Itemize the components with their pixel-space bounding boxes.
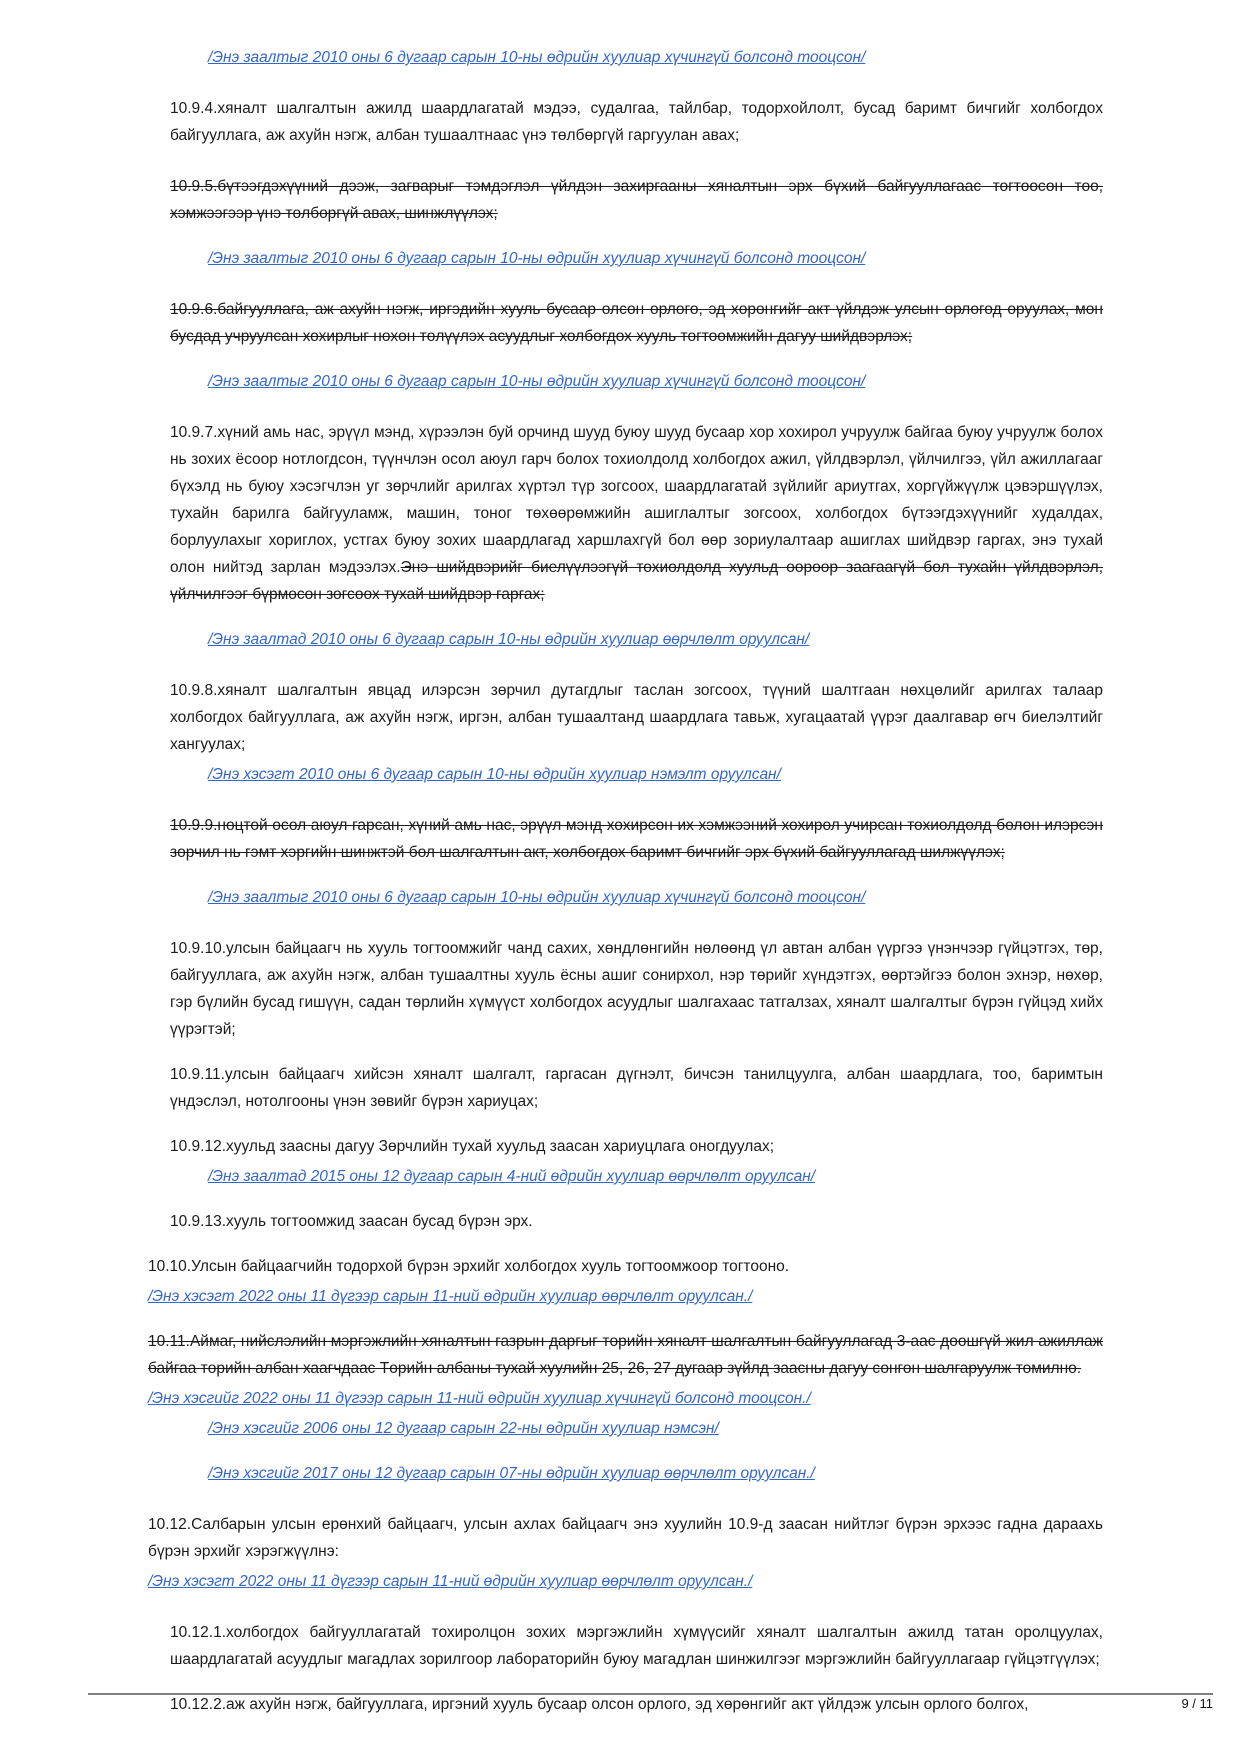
amendment-note: /Энэ хэсгийг 2022 оны 11 дүгээр сарын 11-ний өдрийн хуулиар хүчингүй болсонд тооцсон./ xyxy=(148,1390,811,1407)
clause-10-9-12: 10.9.12.хуульд заасны дагуу Зөрчлийн тухай хуульд заасан хариуцлага оногдуулах; xyxy=(170,1138,775,1155)
amendment-note: /Энэ заалтад 2015 оны 12 дугаар сарын 4-ний өдрийн хуулиар өөрчлөлт оруулсан/ xyxy=(208,1168,816,1185)
amendment-note: /Энэ хэсгийг 2006 оны 12 дугаар сарын 22-ны өдрийн хуулиар нэмсэн/ xyxy=(208,1420,719,1437)
amendment-note: /Энэ хэсэгт 2022 оны 11 дүгээр сарын 11-ний өдрийн хуулиар өөрчлөлт оруулсан./ xyxy=(148,1288,753,1305)
clause-10-12-1: 10.12.1.холбогдох байгууллагатай тохиролцон зохих мэргэжлийн хүмүүсийг хяналт шалгалтын ажилд татан оролцуулах, шаардлагатай асуудлыг магадлах зорилгоор лабораторийн буюу магадлан шинжилгээг мэргэжлийн байгууллагаар гүйцэтгүүлэх; xyxy=(170,1624,1103,1668)
clause-10-9-9-struck: 10.9.9.ноцтой осол аюул гарсан, хүний амь нас, эрүүл мэнд хохирсон их хэмжээний хохирол учирсан тохиолдолд болон илэрсэн зөрчил нь гэмт хэргийн шинжтэй бол шалгалтын акт, холбогдох баримт бичгийг эрх бүхий байгууллагад шилжүүлэх; xyxy=(170,817,1103,861)
clause-10-9-7-struck-tail: Энэ шийдвэрийг биелүүлээгүй тохиолдолд хуульд өөрөөр заагаагүй бол тухайн үйлдвэрлэл, үйлчилгээг бүрмөсөн зогсоох тухай шийдвэр гаргах; xyxy=(170,559,1103,603)
amendment-note: /Энэ заалтыг 2010 оны 6 дугаар сарын 10-ны өдрийн хуулиар хүчингүй болсонд тооцсон/ xyxy=(208,373,866,390)
clause-10-9-4: 10.9.4.хяналт шалгалтын ажилд шаардлагатай мэдээ, судалгаа, тайлбар, тодорхойлолт, бусад баримт бичгийг холбогдох байгууллага, аж ахуйн нэгж, албан тушаалтнаас үнэ төлбөргүй гаргуулан авах; xyxy=(170,100,1103,144)
clause-10-9-8: 10.9.8.хяналт шалгалтын явцад илэрсэн зөрчил дутагдлыг таслан зогсоох, түүний шалтгаан нөхцөлийг арилгах талаар холбогдох байгууллага, аж ахуйн нэгж, иргэн, албан тушаалтанд шаардлага тавьж, хугацаатай үүрэг даалгавар өгч биелэлтийг хангуулах; xyxy=(170,682,1103,753)
amendment-note: /Энэ хэсгийг 2017 оны 12 дугаар сарын 07-ны өдрийн хуулиар өөрчлөлт оруулсан./ xyxy=(208,1465,815,1482)
clause-10-9-11: 10.9.11.улсын байцаагч хийсэн хяналт шалгалт, гаргасан дүгнэлт, бичсэн танилцуулга, албан шаардлага, тоо, баримтын үндэслэл, нотолгооны үнэн зөвийг бүрэн хариуцах; xyxy=(170,1066,1103,1110)
clause-10-9-5-struck: 10.9.5.бүтээгдэхүүний дээж, загварыг тэмдэглэл үйлдэн захиргааны хяналтын эрх бүхий байгууллагаас тогтоосон тоо, хэмжээгээр үнэ төлбөргүй авах, шинжлүүлэх; xyxy=(170,178,1103,222)
amendment-note: /Энэ хэсэгт 2022 оны 11 дүгээр сарын 11-ний өдрийн хуулиар өөрчлөлт оруулсан./ xyxy=(148,1573,753,1590)
clause-10-9-6-struck: 10.9.6.байгууллага, аж ахуйн нэгж, иргэдийн хууль бусаар олсон орлого, эд хөрөнгийг акт үйлдэж улсын орлогод оруулах, мөн бусдад учруулсан хохирлыг нөхөн төлүүлэх асуудлыг холбогдох хууль тогтоомжийн дагуу шийдвэрлэх; xyxy=(170,301,1103,345)
page-number: 9 / 11 xyxy=(1181,1696,1213,1711)
clause-10-12-2: 10.12.2.аж ахуйн нэгж, байгууллага, иргэний хууль бусаар олсон орлого, эд хөрөнгийг акт үйлдэж улсын орлого болгох, xyxy=(170,1696,1029,1713)
amendment-note: /Энэ заалтыг 2010 оны 6 дугаар сарын 10-ны өдрийн хуулиар хүчингүй болсонд тооцсон/ xyxy=(208,49,866,66)
amendment-note: /Энэ заалтыг 2010 оны 6 дугаар сарын 10-ны өдрийн хуулиар хүчингүй болсонд тооцсон/ xyxy=(208,250,866,267)
amendment-note: /Энэ хэсэгт 2010 оны 6 дугаар сарын 10-ны өдрийн хуулиар нэмэлт оруулсан/ xyxy=(208,766,781,783)
clause-10-10: 10.10.Улсын байцаагчийн тодорхой бүрэн эрхийг холбогдох хууль тогтоомжоор тогтооно. xyxy=(148,1258,790,1275)
clause-10-9-7-text: 10.9.7.хүний амь нас, эрүүл мэнд, хүрээлэн буй орчинд шууд буюу шууд бусаар хор хохирол учруулж байгаа буюу учруулж болох нь зохих ёсоор нотлогдсон, түүнчлэн осол аюул гарч болох тохиолдолд холбогдох ажил, үйлдвэрлэл, үйлчилгээ, үйл ажиллагааг бүхэлд нь буюу хэсэгчлэн уг зөрчлийг арилгах хүртэл түр зогсоох, шаардлагатай зүйлийг ариутгах, хоргүйжүүлж цэвэршүүлэх, тухайн барилга байгууламж, машин, тоног төхөөрөмжийн ашиглалтыг зогсоох, холбогдох бүтээгдэхүүнийг худалдах, борлуулахыг хориглох, устгах буюу зохих шаардлагад харшлахгүй бол өөр зориулалтаар ашиглах шийдвэр гаргах, энэ тухай олон нийтэд зарлан мэдээлэх. xyxy=(170,424,1103,576)
clause-10-12: 10.12.Салбарын улсын ерөнхий байцаагч, улсын ахлах байцаагч энэ хуулийн 10.9-д заасан нийтлэг бүрэн эрхээс гадна дараахь бүрэн эрхийг хэрэгжүүлнэ: xyxy=(148,1516,1103,1560)
clause-10-9-13: 10.9.13.хууль тогтоомжид заасан бусад бүрэн эрх. xyxy=(170,1213,533,1230)
clause-10-9-7 xyxy=(148,419,1103,608)
clause-10-9-10: 10.9.10.улсын байцаагч нь хууль тогтоомжийг чанд сахих, хөндлөнгийн нөлөөнд үл автан албан үүргээ үнэнчээр гүйцэтгэх, төр, байгууллага, аж ахуйн нэгж, албан тушаалтны хууль ёсны ашиг сонирхол, нэр төрийг хүндэтгэх, өөртэйгээ болон эхнэр, нөхөр, гэр бүлийн бусад гишүүн, садан төрлийн хүмүүст холбогдох асуудлыг шалгахаас татгалзах, хяналт шалгалтыг бүрэн гүйцэд хийх үүрэгтэй; xyxy=(170,940,1103,1038)
amendment-note: /Энэ заалтыг 2010 оны 6 дугаар сарын 10-ны өдрийн хуулиар хүчингүй болсонд тооцсон/ xyxy=(208,889,866,906)
amendment-note: /Энэ заалтад 2010 оны 6 дугаар сарын 10-ны өдрийн хуулиар өөрчлөлт оруулсан/ xyxy=(208,631,810,648)
clause-10-11-struck: 10.11.Аймаг, нийслэлийн мэргэжлийн хяналтын газрын даргыг төрийн хяналт шалгалтын байгууллагад 3-аас доошгүй жил ажиллаж байгаа төрийн албан хаагчдаас Төрийн албаны тухай хуулийн 25, 26, 27 дугаар зүйлд заасны дагуу сонгон шалгаруулж томилно. xyxy=(148,1333,1103,1377)
footer-divider xyxy=(88,1693,1213,1695)
